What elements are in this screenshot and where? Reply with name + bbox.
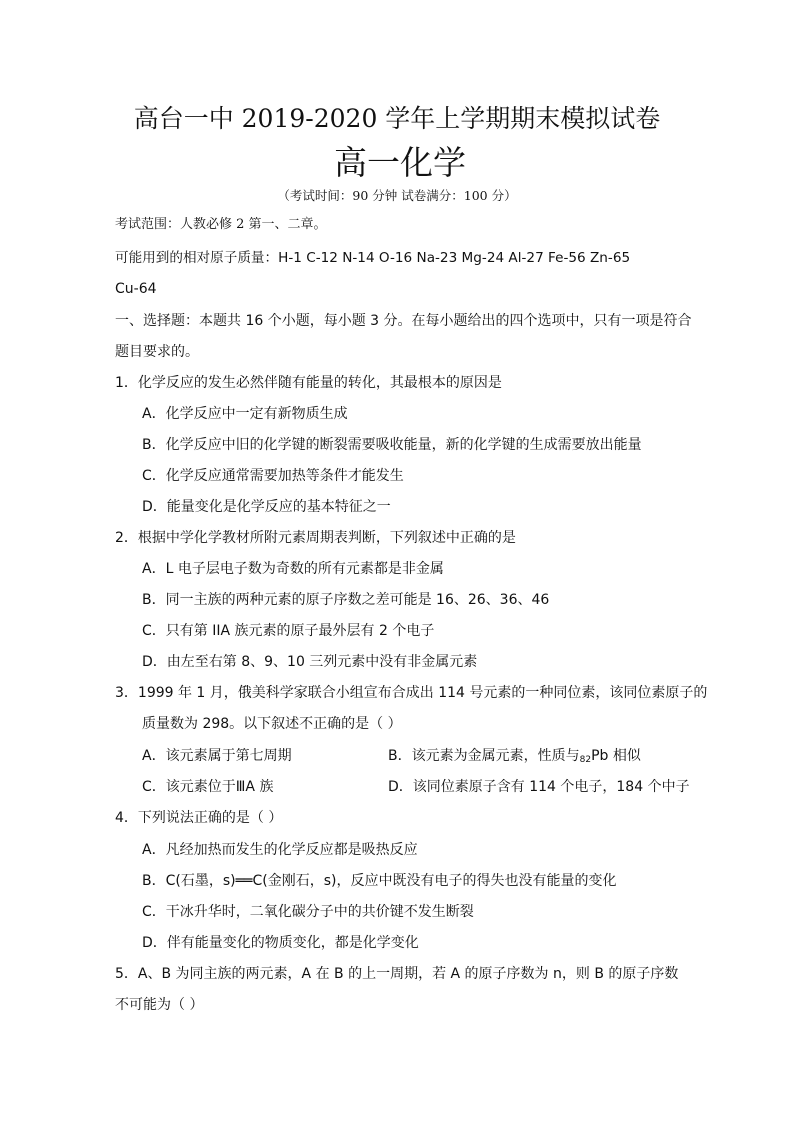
question-stem-line-2: 质量数为 298。以下叙述不正确的是（ ） [142,716,402,732]
option-a: A．该元素属于第七周期 [142,748,292,764]
exam-scope: 考试范围：人教必修 2 第一、二章。 [115,217,327,232]
option-d: D．该同位素原子含有 114 个电子，184 个中子 [388,779,690,795]
option-d: D．由左至右第 8、9、10 三列元素中没有非金属元素 [142,654,478,670]
question-stem-line-1: 3．1999 年 1 月，俄美科学家联合小组宣布合成出 114 号元素的一种同位素，该同位素原子的 [115,685,708,701]
atomic-masses-line-1: 可能用到的相对原子质量：H-1 C-12 N-14 O-16 Na-23 Mg-24 Al-27 Fe-56 Zn-65 [115,250,631,266]
section-heading-line-2: 题目要求的。 [115,344,199,360]
option-c: C．该元素位于ⅢA 族 [142,779,274,795]
question-stem: 1．化学反应的发生必然伴随有能量的转化，其最根本的原因是 [115,375,502,391]
option-b: B．同一主族的两种元素的原子序数之差可能是 16、26、36、46 [142,592,550,608]
option-b-suffix: 相似 [608,748,641,764]
section-heading-line-1: 一、选择题：本题共 16 个小题，每小题 3 分。在每小题给出的四个选项中，只有一项是符合 [115,313,692,329]
option-b-text: B．该元素为金属元素，性质与 [388,748,580,764]
question-stem-line-2: 不可能为（ ） [115,997,204,1013]
subject-title: 高一化学 [334,143,466,182]
option-c: C．干冰升华时，二氧化碳分子中的共价键不发生断裂 [142,904,474,920]
option-a: A．凡经加热而发生的化学反应都是吸热反应 [142,842,418,858]
option-a: A．L 电子层电子数为奇数的所有元素都是非金属 [142,561,444,577]
option-d: D．能量变化是化学反应的基本特征之一 [142,499,391,515]
option-c: C．只有第 IIA 族元素的原子最外层有 2 个电子 [142,623,435,639]
element-symbol: Pb [591,748,609,764]
option-b: B．C(石墨，s)══C(金刚石，s)，反应中既没有电子的得失也没有能量的变化 [142,873,617,889]
question-stem: 2．根据中学化学教材所附元素周期表判断，下列叙述中正确的是 [115,530,516,546]
exam-title: 高台一中 2019-2020 学年上学期期末模拟试卷 [133,104,661,133]
option-b: B．化学反应中旧的化学键的断裂需要吸收能量，新的化学键的生成需要放出能量 [142,437,642,453]
option-c: C．化学反应通常需要加热等条件才能发生 [142,468,404,484]
question-stem: 4．下列说法正确的是（ ） [115,810,283,826]
option-a: A．化学反应中一定有新物质生成 [142,406,348,422]
option-b [388,746,641,770]
exam-info: （考试时间：90 分钟 试卷满分：100 分） [277,188,517,203]
atomic-masses-line-2: Cu-64 [115,281,157,297]
option-d: D．伴有能量变化的物质变化，都是化学变化 [142,935,419,951]
atomic-number-subscript: 82 [579,755,592,765]
question-stem-line-1: 5．A、B 为同主族的两元素，A 在 B 的上一周期，若 A 的原子序数为 n，则 B 的原子序数 [115,966,679,982]
